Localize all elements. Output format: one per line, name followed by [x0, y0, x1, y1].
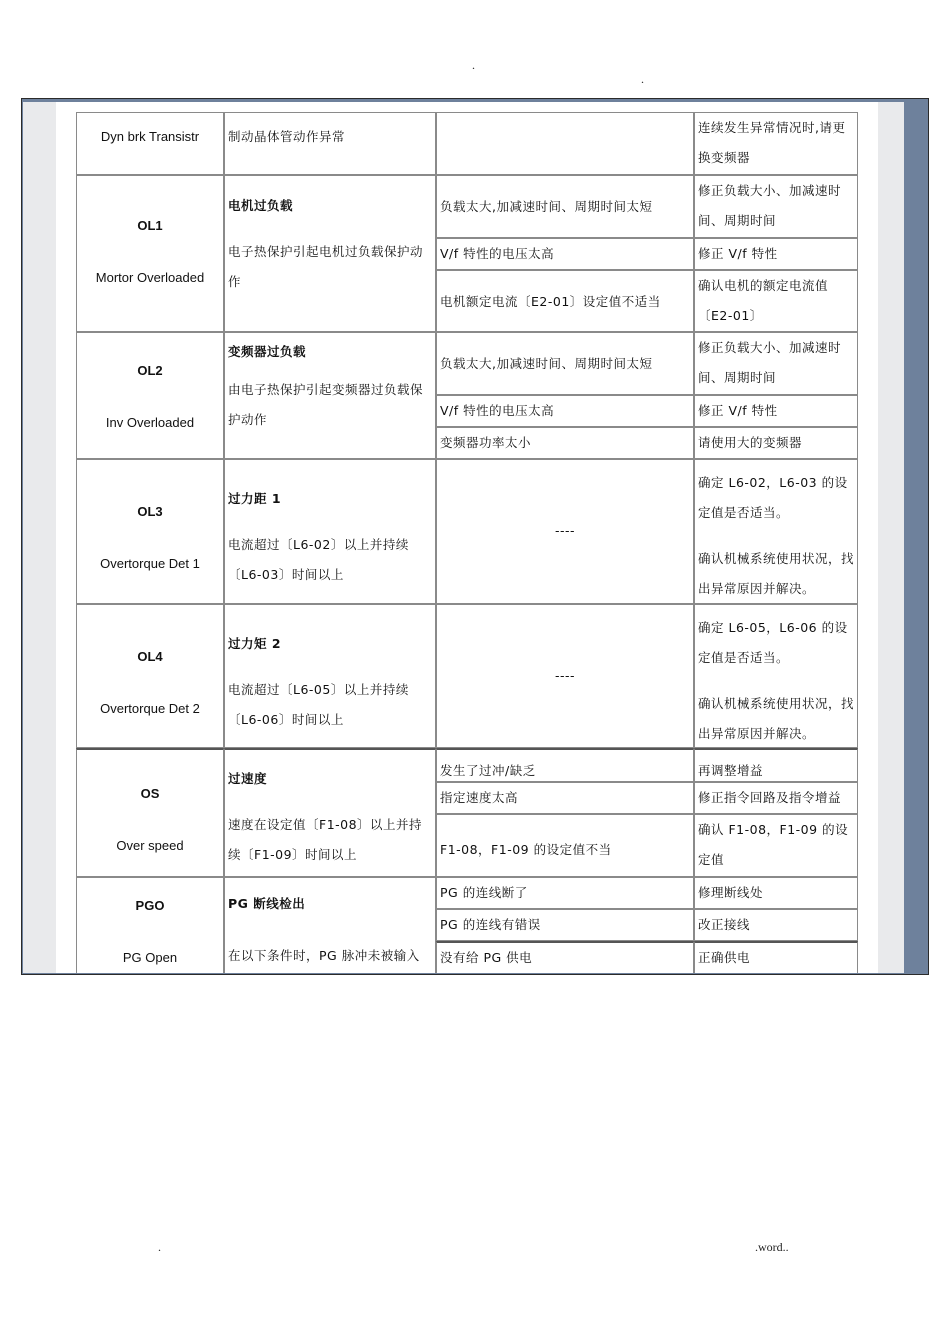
cause-text: 负载太大,加减速时间、周期时间太短: [440, 356, 653, 371]
action-cell: [694, 782, 858, 814]
action-text: 再调整增益: [698, 763, 764, 778]
fault-description-cell: [224, 604, 436, 748]
cause-cell: [436, 604, 694, 748]
action-cell: [694, 395, 858, 427]
right-margin: [878, 102, 904, 973]
cause-text: 没有给 PG 供电: [440, 950, 533, 965]
action-text: 改正接线: [698, 917, 751, 932]
action-cell: [694, 238, 858, 270]
fault-english-name: Dyn brk Transistr: [100, 129, 200, 144]
cause-cell: [436, 877, 694, 909]
action-text: 修正负载大小、加减速时间、周期时间: [698, 340, 842, 385]
cause-text: V/f 特性的电压太高: [440, 246, 555, 261]
action-cell: [694, 270, 858, 332]
cause-text: F1-08，F1-09 的设定值不当: [440, 842, 612, 857]
cause-cell: [436, 395, 694, 427]
fault-description-title: PG 断线检出: [228, 896, 306, 911]
fault-code: OL2: [137, 363, 163, 378]
fault-code-cell: [76, 459, 224, 604]
action-text: 修正 V/f 特性: [698, 246, 778, 261]
action-cell: [694, 459, 858, 604]
fault-english-name: Overtorque Det 2: [100, 701, 200, 716]
cause-cell: [436, 909, 694, 941]
cause-text: 负载太大,加减速时间、周期时间太短: [440, 199, 653, 214]
cause-text: V/f 特性的电压太高: [440, 403, 555, 418]
action-cell: [694, 332, 858, 395]
fault-code: OL1: [137, 218, 163, 233]
cause-cell: [436, 175, 694, 238]
fault-description: 在以下条件时，PG 脉冲未被输入: [228, 948, 420, 963]
footer-right-mark: .word..: [755, 1240, 789, 1254]
fault-code-cell: [76, 748, 224, 877]
left-margin: [23, 102, 56, 973]
action-text: 确定 L6-02，L6-03 的设定值是否适当。: [698, 475, 848, 520]
fault-description-cell: [224, 175, 436, 332]
action-text: 确认电机的额定电流值〔E2-01〕: [698, 278, 829, 323]
fault-code-cell: [76, 877, 224, 973]
fault-description-title: 电机过负载: [228, 198, 294, 213]
fault-description: 电流超过〔L6-02〕以上并持续〔L6-03〕时间以上: [228, 537, 409, 582]
fault-description-title: 过力距 1: [228, 491, 282, 506]
action-cell: [694, 941, 858, 973]
cause-cell: [436, 459, 694, 604]
action-text: 请使用大的变频器: [698, 435, 803, 450]
cause-cell: [436, 112, 694, 175]
fault-english-name: Mortor Overloaded: [95, 270, 205, 285]
action-cell: [694, 814, 858, 877]
fault-code-cell: [76, 112, 224, 175]
cause-cell: [436, 748, 694, 782]
action-cell: [694, 112, 858, 175]
cause-text: ----: [554, 523, 576, 538]
fault-description-cell: [224, 112, 436, 175]
fault-code: OS: [140, 786, 160, 801]
cause-cell: [436, 814, 694, 877]
fault-description-cell: [224, 748, 436, 877]
fault-code-cell: [76, 332, 224, 459]
cause-text: 变频器功率太小: [440, 435, 532, 450]
fault-code-cell: [76, 175, 224, 332]
fault-english-name: Over speed: [116, 838, 184, 853]
cause-text: ----: [554, 668, 576, 683]
footer-left-mark: .: [158, 1240, 161, 1254]
action-cell: [694, 748, 858, 782]
action-text: 修理断线处: [698, 885, 764, 900]
action-text: 确定 L6-05，L6-06 的设定值是否适当。: [698, 620, 848, 665]
fault-table: [76, 112, 859, 973]
fault-code: OL3: [137, 504, 163, 519]
fault-description: 制动晶体管动作异常: [228, 129, 346, 144]
fault-description-cell: [224, 332, 436, 459]
fault-description: 速度在设定值〔F1-08〕以上并持续〔F1-09〕时间以上: [228, 817, 423, 862]
action-text: 确认机械系统使用状况，找出异常原因并解决。: [698, 551, 855, 596]
action-cell: [694, 877, 858, 909]
action-text: 确认机械系统使用状况，找出异常原因并解决。: [698, 696, 855, 741]
fault-description-title: 过力矩 2: [228, 636, 282, 651]
action-cell: [694, 175, 858, 238]
fault-description-title: 变频器过负载: [228, 344, 307, 359]
cause-cell: [436, 238, 694, 270]
fault-description: 由电子热保护引起变频器过负载保护动作: [228, 382, 424, 427]
fault-code: PGO: [135, 898, 165, 913]
action-cell: [694, 909, 858, 941]
action-text: 修正负载大小、加减速时间、周期时间: [698, 183, 842, 228]
action-text: 修正 V/f 特性: [698, 403, 778, 418]
fault-description: 电流超过〔L6-05〕以上并持续〔L6-06〕时间以上: [228, 682, 409, 727]
cause-text: PG 的连线有错误: [440, 917, 541, 932]
cause-text: 发生了过冲/缺乏: [440, 763, 536, 778]
cause-cell: [436, 427, 694, 459]
header-mark-2: .: [641, 72, 644, 86]
fault-description-title: 过速度: [228, 771, 268, 786]
action-text: 确认 F1-08，F1-09 的设定值: [698, 822, 849, 867]
action-text: 修正指令回路及指令增益: [698, 790, 842, 805]
cause-cell: [436, 270, 694, 332]
cause-text: 电机额定电流〔E2-01〕设定值不适当: [440, 294, 661, 309]
fault-english-name: Overtorque Det 1: [100, 556, 200, 571]
fault-english-name: PG Open: [122, 950, 178, 965]
cause-text: PG 的连线断了: [440, 885, 528, 900]
action-text: 正确供电: [698, 950, 751, 965]
fault-description: 电子热保护引起电机过负载保护动作: [228, 244, 424, 289]
document-frame: [21, 98, 929, 975]
fault-description-cell: [224, 877, 436, 973]
fault-code-cell: [76, 604, 224, 748]
fault-description-cell: [224, 459, 436, 604]
cause-cell: [436, 782, 694, 814]
action-text: 连续发生异常情况时,请更换变频器: [698, 120, 846, 165]
cause-cell: [436, 941, 694, 973]
fault-code: OL4: [137, 649, 163, 664]
fault-english-name: Inv Overloaded: [105, 415, 195, 430]
action-cell: [694, 427, 858, 459]
cause-text: 指定速度太高: [440, 790, 519, 805]
cause-cell: [436, 332, 694, 395]
page-content: [56, 102, 878, 973]
header-mark-1: .: [472, 58, 475, 72]
action-cell: [694, 604, 858, 748]
